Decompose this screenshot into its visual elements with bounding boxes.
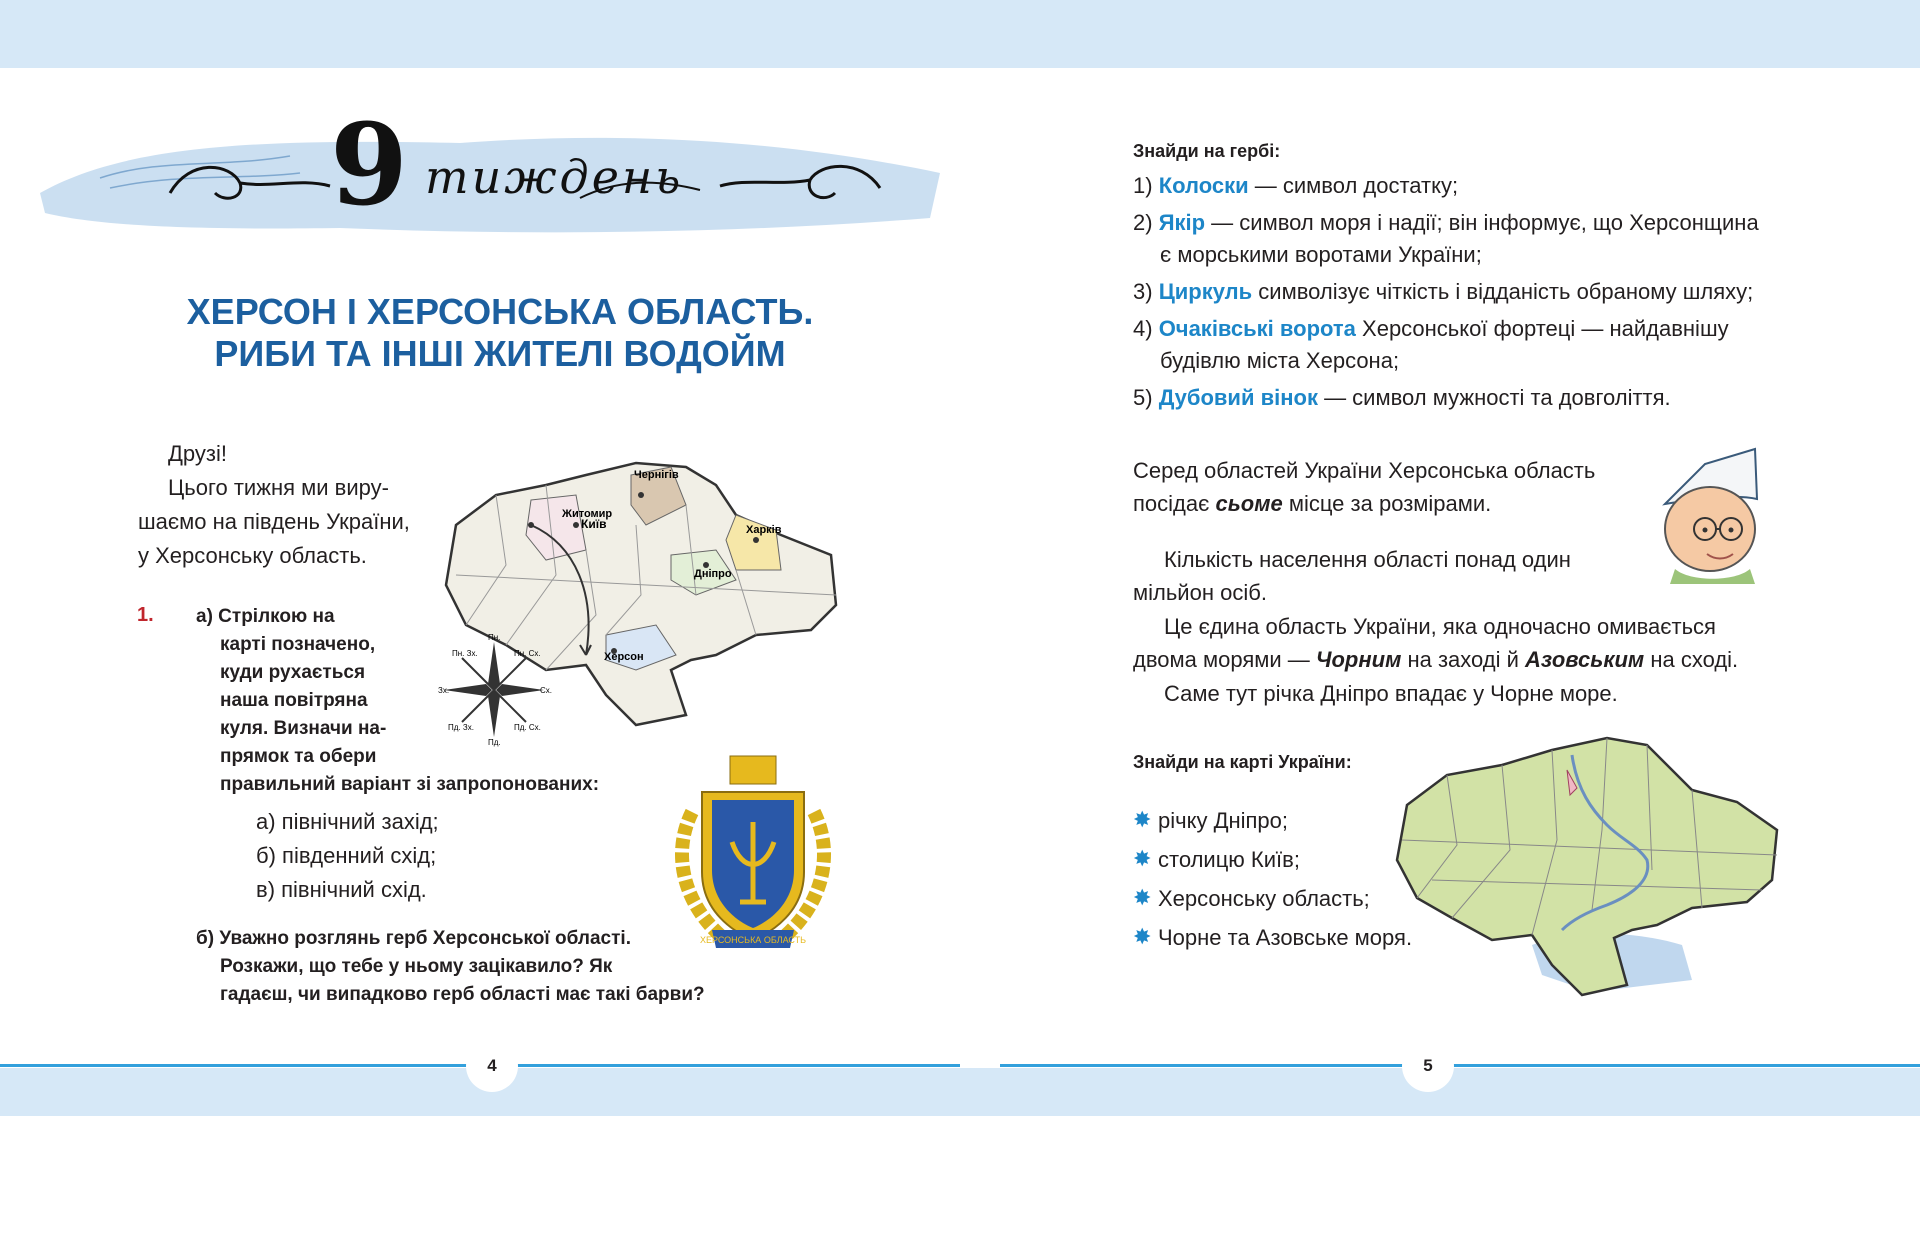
city-chernihiv: Чернігів — [634, 469, 679, 481]
task-a-line: прямок та обери — [220, 746, 377, 767]
page-number-right: 5 — [1402, 1040, 1454, 1092]
map-task-1: річку Дніпро; — [1158, 808, 1289, 833]
compass-sw: Пд. Зх. — [448, 723, 474, 732]
boy-character-illustration — [1645, 444, 1780, 584]
compass-ne: Пн. Сх. — [514, 649, 541, 658]
ukraine-green-map — [1392, 730, 1784, 998]
coat-ribbon-text: ХЕРСОНСЬКА ОБЛАСТЬ — [699, 935, 807, 945]
city-zhytomyr: Житомир — [562, 508, 613, 520]
option-c: в) північний схід. — [256, 877, 427, 902]
coat-item-5: 5) Дубовий вінок — символ мужності та довголіття. — [1133, 385, 1671, 410]
task-a-line: а) Стрілкою на — [196, 606, 335, 627]
size-line2: посідає сьоме місце за розмірами. — [1133, 491, 1492, 516]
find-on-coat-heading: Знайди на гербі: — [1133, 141, 1281, 161]
option-b: б) південний схід; — [256, 843, 437, 868]
top-band — [0, 0, 1920, 68]
coat-item-2: 2) Якір — символ моря і надії; він інформує, що Херсонщина — [1133, 210, 1759, 235]
city-kyiv: Київ — [581, 517, 607, 531]
task-number: 1. — [137, 604, 154, 626]
page-title-line1: ХЕРСОН І ХЕРСОНСЬКА ОБЛАСТЬ. — [186, 291, 814, 332]
city-kharkiv: Харків — [746, 524, 782, 536]
flower-bullet-icon: ✸ — [1133, 924, 1152, 949]
intro-line2: шаємо на південь України, — [138, 509, 410, 534]
river-line: Саме тут річка Дніпро впадає у Чорне море. — [1164, 681, 1618, 706]
compass-s: Пд. — [488, 738, 501, 747]
compass-w: Зх. — [438, 686, 450, 695]
population-line1: Кількість населення області понад один — [1164, 547, 1571, 572]
page-title-line2: РИБИ ТА ІНШІ ЖИТЕЛІ ВОДОЙМ — [214, 333, 786, 374]
map-task-2: столицю Київ; — [1158, 847, 1300, 872]
compass-n: Пн. — [488, 633, 501, 642]
task-a-line: карті позначено, — [220, 634, 376, 655]
task-b-line: Розкажи, що тебе у ньому зацікавило? Як — [220, 956, 613, 977]
week-label: тиждень — [425, 150, 684, 204]
city-dnipro: Дніпро — [694, 568, 732, 580]
size-line1: Серед областей України Херсонська область — [1133, 458, 1596, 483]
population-line2: мільйон осіб. — [1133, 580, 1267, 605]
kherson-coat-of-arms — [662, 752, 844, 960]
find-on-map-heading: Знайди на карті України: — [1133, 752, 1352, 772]
task-a-line: наша повітряна — [220, 690, 368, 711]
task-b-line: б) Уважно розглянь герб Херсонської області. — [196, 928, 631, 949]
sea-line1: Це єдина область України, яка одночасно омивається — [1164, 614, 1716, 639]
compass-se: Пд. Сх. — [514, 723, 541, 732]
coat-item-4-cont: будівлю міста Херсона; — [1160, 348, 1400, 373]
compass-rose-icon — [434, 632, 554, 747]
option-a: а) північний захід; — [256, 809, 439, 834]
flower-bullet-icon: ✸ — [1133, 846, 1152, 871]
compass-e: Сх. — [540, 686, 552, 695]
intro-line1: Цього тижня ми виру- — [168, 475, 389, 500]
map-task-4: Чорне та Азовське моря. — [1158, 925, 1413, 950]
flower-bullet-icon: ✸ — [1133, 807, 1152, 832]
footer-rule-right — [1000, 1064, 1920, 1067]
sea-line2: двома морями — Чорним на заході й Азовським на сході. — [1133, 647, 1739, 672]
coat-item-3: 3) Циркуль символізує чіткість і відданість обраному шляху; — [1133, 279, 1754, 304]
bottom-band — [0, 1068, 1920, 1116]
city-kherson: Херсон — [604, 651, 644, 663]
intro-greeting: Друзі! — [168, 441, 227, 466]
coat-item-1: 1) Колоски — символ достатку; — [1133, 173, 1459, 198]
task-a-line: правильний варіант зі запропонованих: — [220, 774, 600, 795]
coat-item-2-cont: є морськими воротами України; — [1160, 242, 1482, 267]
coat-item-4: 4) Очаківські ворота Херсонської фортеці — найдавнішу — [1133, 316, 1729, 341]
map-task-3: Херсонську область; — [1158, 886, 1370, 911]
page-number-left: 4 — [466, 1040, 518, 1092]
compass-nw: Пн. Зх. — [452, 649, 478, 658]
intro-line3: у Херсонську область. — [138, 543, 367, 568]
task-b-line: гадаєш, чи випадково герб області має такі барви? — [220, 984, 705, 1005]
task-a-line: куди рухається — [220, 662, 366, 683]
task-a-line: куля. Визначи на- — [220, 718, 387, 739]
flower-bullet-icon: ✸ — [1133, 885, 1152, 910]
week-number: 9 — [330, 100, 408, 231]
